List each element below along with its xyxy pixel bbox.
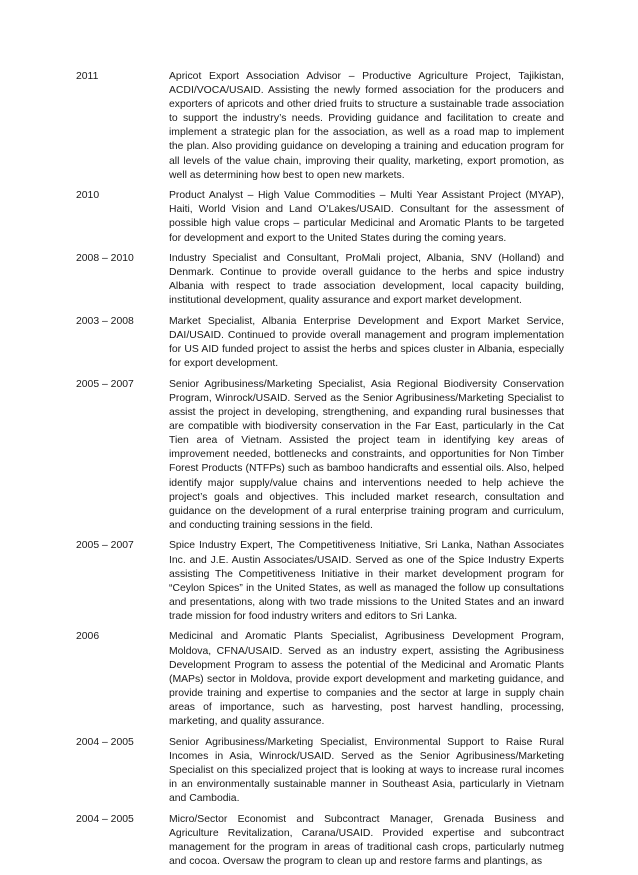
entry-description: Spice Industry Expert, The Competitiveness Initiative, Sri Lanka, Nathan Associates Inc. and J.E. Austin Associates/USAID. Served as one of the Spice Industry Experts assisting The Competitiveness Initiative in their market development program for “Ceylon Spices” in the United States, as well as managed the follow up consultations and presentations, along with two trade missions to the United States and an inward trade mission for food industry writers and editors to Sri Lanka. bbox=[169, 540, 564, 622]
experience-entry bbox=[76, 736, 564, 806]
experience-entry bbox=[76, 630, 564, 729]
entry-year: 2008 – 2010 bbox=[76, 253, 134, 265]
entry-description: Senior Agribusiness/Marketing Specialist, Environmental Support to Raise Rural Incomes in Asia, Winrock/USAID. Served as the Senior Agribusiness/Marketing Specialist on this specialized project that is looking at ways to increase rural incomes in an environmentally sustainable manner in Southeast Asia, particularly in Vietnam and Cambodia. bbox=[169, 736, 564, 804]
experience-list bbox=[76, 70, 564, 875]
entry-description: Medicinal and Aromatic Plants Specialist, Agribusiness Development Program, Moldova, CFNA/USAID. Served as an industry expert, assisting the Agribusiness Development Program to assess the potential of the Medicinal and Aromatic Plants (MAPs) sector in Moldova, provide export development and marketing guidance, and provide training and expertise to companies and the sector at large in supply chain areas of importance, such as harvesting, post harvest handling, processing, marketing, and quality assurance. bbox=[169, 631, 564, 728]
entry-description: Industry Specialist and Consultant, ProMali project, Albania, SNV (Holland) and Denmark. Continue to provide overall guidance to the herbs and spice industry Albania with respect to trade association development, local capacity building, institutional development, quality assurance and export market development. bbox=[169, 253, 564, 307]
entry-description: Product Analyst – High Value Commodities – Multi Year Assistant Project (MYAP), Haiti, World Vision and Land O’Lakes/USAID. Consultant for the assessment of possible high value crops – particular Medicinal and Aromatic Plants to be targeted for development and export to the United States during the coming years. bbox=[169, 190, 564, 244]
experience-entry bbox=[76, 189, 564, 245]
entry-year: 2006 bbox=[76, 631, 100, 643]
entry-year: 2004 – 2005 bbox=[76, 813, 134, 825]
experience-entry bbox=[76, 378, 564, 533]
entry-description: Micro/Sector Economist and Subcontract Manager, Grenada Business and Agriculture Revitalization, Carana/USAID. Provided expertise and subcontract management for the program in areas of traditional cash crops, particularly nutmeg and cocoa. Oversaw the program to clean up and restore farms and plantings, as bbox=[169, 813, 564, 867]
experience-entry bbox=[76, 539, 564, 624]
entry-year: 2004 – 2005 bbox=[76, 736, 134, 748]
entry-year: 2011 bbox=[76, 71, 99, 82]
entry-year: 2003 – 2008 bbox=[76, 316, 134, 327]
experience-entry bbox=[76, 70, 564, 183]
entry-description: Senior Agribusiness/Marketing Specialist, Asia Regional Biodiversity Conservation Program, Winrock/USAID. Served as the Senior Agribusiness/Marketing Specialist to assist the project in developing, strengthening, and expanding rural businesses that are compatible with biodiversity conservation in the Far East, particularly in the Cat Tien area of Vietnam. Assisted the project team in identifying key areas of improvement needed, bottlenecks and constraints, and opportunities for Non Timber Forest Products (NTFPs) such as bamboo handicrafts and essential oils. Also, helped identify major supply/value chains and interventions needed to help achieve the project’s goals and objectives. This included market research, consultation and guidance on the development of a rural enterprise training program and curriculum, and conducting training sessions in the field. bbox=[169, 378, 564, 531]
experience-entry bbox=[76, 315, 564, 371]
entry-year: 2005 – 2007 bbox=[76, 378, 134, 390]
experience-entry bbox=[76, 252, 564, 308]
experience-entry bbox=[76, 813, 564, 869]
entry-description: Market Specialist, Albania Enterprise Development and Export Market Service, DAI/USAID. Continued to provide overall management and program implementation for US AID funded project to assist the herbs and spices cluster in Albania, especially for export development. bbox=[169, 316, 564, 370]
entry-year: 2005 – 2007 bbox=[76, 540, 134, 552]
entry-year: 2010 bbox=[76, 190, 100, 202]
entry-description: Apricot Export Association Advisor – Productive Agriculture Project, Tajikistan, ACDI/VOCA/USAID. Assisting the newly formed association for the producers and exporters of apricots and other dried fruits to structure a sustainable trade association to support the industry’s needs. Providing guidance and facilitation to create and implement a strategic plan for the association, as well as a road map to implement the plan. Also providing guidance on developing a training and education program for all levels of the value chain, improving their quality, marketing, export promotion, as well as determining how best to open new markets. bbox=[169, 71, 564, 181]
